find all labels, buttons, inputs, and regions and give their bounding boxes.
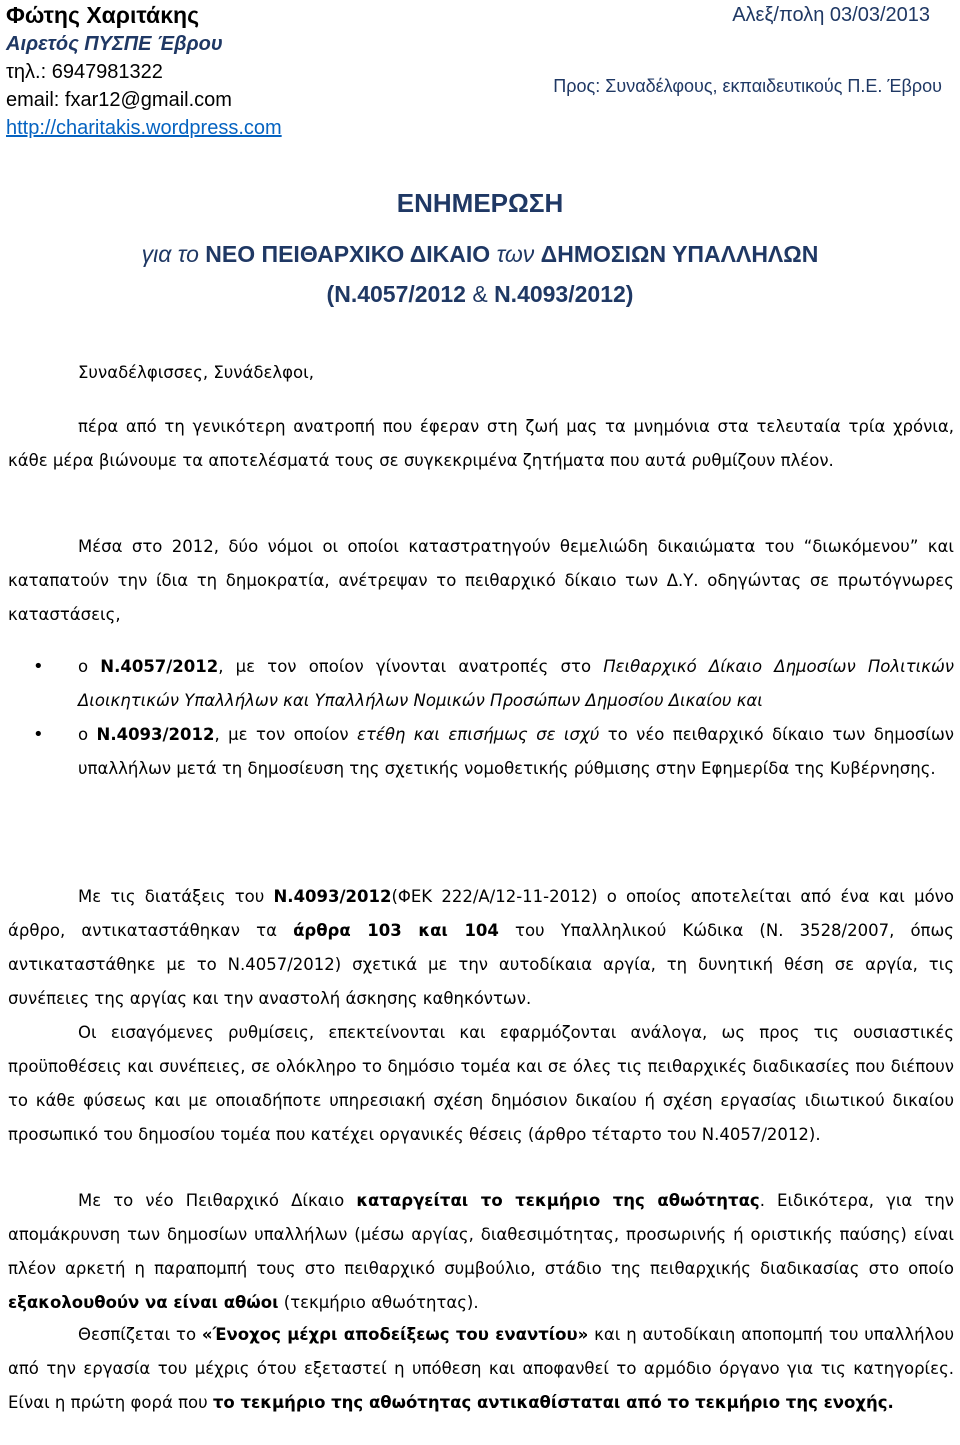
bullet-list	[8, 650, 954, 786]
p5-c: . Ειδικότερα, για την απομάκρυνση των δημοσίων υπαλλήλων (μέσω αργίας, διαθεσιμότητας, προσωρινής ή οριστικής παύσης) είναι πλέον αρκετή η παραπομπή τους στο πειθαρχικό συμβούλιο, στάδιο της πειθαρχικής διαδικασίας στο οποίο	[8, 1191, 955, 1278]
sender-website-link[interactable]: http://charitakis.wordpress.com	[6, 117, 282, 139]
sender-phone: τηλ.: 6947981322	[6, 61, 163, 83]
subtitle-part4: ΔΗΜΟΣΙΩΝ ΥΠΑΛΛΗΛΩΝ	[540, 241, 819, 267]
greeting	[8, 356, 954, 390]
bullet1-italic: Πειθαρχικό Δίκαιο Δημοσίων Πολιτικών Διοικητικών Υπαλλήλων και Υπαλλήλων Νομικών Προσώπων Δημοσίου Δικαίου και	[78, 657, 954, 710]
paragraph-2: Μέσα στο 2012, δύο νόμοι οι οποίοι καταστρατηγούν θεμελιώδη δικαιώματα του “διωκόμενου” και καταπατούν την ίδια τη δημοκρατία, ανέτρεψαν το πειθαρχικό δίκαιο των Δ.Υ. οδηγώντας σε πρωτόγνωρες καταστάσεις,	[8, 537, 954, 624]
p3-e: του Υπαλληλικού Κώδικα (Ν. 3528/2007, όπως αντικαταστάθηκε με το Ν.4057/2012) σχετικά με την αυτοδίκαια αργία, τη δυνητική θέση σε αργία, τις συνέπειες της αργίας και την αναστολή άσκησης καθηκόντων.	[8, 921, 954, 1008]
bullet2-mid: , με τον οποίον	[214, 725, 358, 744]
paragraph-4: Οι εισαγόμενες ρυθμίσεις, επεκτείνονται και εφαρμόζονται ανάλογα, ως προς τις ουσιαστικές προϋποθέσεις και συνέπειες, σε ολόκληρο το δημόσιο τομέα και σε όλες τις πειθαρχικές διαδικασίες που διέπουν το κάθε φύσεως και με οποιαδήποτε υπηρεσιακή σχέση δημόσιον δικαίου ή σχέση εργασίας ιδιωτικού δικαίου προσωπικό του δημοσίου τομέα που κατέχει οργανικές θέσεις (άρθρο τέταρτο του Ν.4057/2012).	[8, 1023, 954, 1144]
sender-role: Αιρετός ΠΥΣΠΕ Έβρου	[6, 33, 223, 55]
paragraph-3	[8, 880, 954, 1016]
subtitle-law1: (Ν.4057/2012	[326, 281, 466, 307]
bullet1-law: Ν.4057/2012	[100, 657, 219, 676]
bullet-icon: •	[33, 724, 44, 745]
bullet2-lead: ο	[78, 725, 97, 744]
list-item	[8, 718, 954, 786]
p3-c: (ΦΕΚ 222/Α/12-11-2012) ο οποίος αποτελείται από ένα και μόνο άρθρο, αντικαταστάθηκαν τα	[8, 887, 954, 940]
recipient-line: Προς: Συναδέλφους, εκπαιδευτικούς Π.Ε. Έβρου	[553, 76, 942, 96]
paragraph-5	[8, 1184, 954, 1320]
bullet-icon: •	[33, 656, 44, 677]
greeting-text: Συναδέλφισσες, Συνάδελφοι,	[78, 363, 314, 382]
bullet2-italic: ετέθη και επισήμως σε ισχύ	[357, 725, 600, 744]
document-title: ΕΝΗΜΕΡΩΣΗ	[396, 188, 564, 218]
p6-d: το τεκμήριο της αθωότητας αντικαθίσταται από το τεκμήριο της ενοχής.	[212, 1393, 894, 1412]
subtitle-part1: για το	[141, 241, 206, 267]
p6-a: Θεσπίζεται το	[78, 1325, 202, 1344]
subtitle-amp: &	[465, 281, 495, 307]
document-subtitle	[0, 234, 960, 314]
subtitle-part2: ΝΕΟ ΠΕΙΘΑΡΧΙΚΟ ΔΙΚΑΙΟ	[205, 241, 491, 267]
p3-a: Με τις διατάξεις του	[78, 887, 274, 906]
sender-email: email: fxar12@gmail.com	[6, 89, 232, 111]
p5-a: Με το νέο Πειθαρχικό Δίκαιο	[78, 1191, 357, 1210]
subtitle-part3: των	[490, 241, 541, 267]
sender-block	[6, 0, 282, 142]
document-date: Αλεξ/πολη 03/03/2013	[732, 4, 930, 26]
list-item	[8, 650, 954, 718]
p6-b: «Ένοχος μέχρι αποδείξεως του εναντίου»	[201, 1325, 589, 1344]
p3-articles: άρθρα 103 και 104	[293, 921, 499, 940]
p5-e: (τεκμήριο αθωότητας).	[278, 1293, 479, 1312]
bullet2-rest: το νέο πειθαρχικό δίκαιο των δημοσίων υπαλλήλων μετά τη δημοσίευση της σχετικής νομοθετικής ρύθμισης στην Εφημερίδα της Κυβέρνησης.	[78, 725, 954, 778]
paragraph-1: πέρα από τη γενικότερη ανατροπή που έφεραν στη ζωή μας τα μνημόνια στα τελευταία τρία χρόνια, κάθε μέρα βιώνουμε τα αποτελέσματά τους σε συγκεκριμένα ζητήματα που αυτά ρυθμίζουν πλέον.	[8, 417, 954, 470]
subtitle-law2: Ν.4093/2012)	[494, 281, 634, 307]
sender-name: Φώτης Χαριτάκης	[6, 2, 200, 28]
bullet1-lead: ο	[78, 657, 101, 676]
paragraph-6	[8, 1318, 954, 1420]
p6-c: και η αυτοδίκαιη αποπομπή του υπαλλήλου από την εργασία του μέχρις ότου εξεταστεί η υπόθεση και αποφανθεί το αρμόδιο όργανο για τις κατηγορίες. Είναι η πρώτη φορά που	[8, 1325, 954, 1412]
p3-law: Ν.4093/2012	[273, 887, 392, 906]
p5-b: καταργείται το τεκμήριο της αθωότητας	[356, 1191, 760, 1210]
bullet2-law: Ν.4093/2012	[96, 725, 215, 744]
p5-d: εξακολουθούν να είναι αθώοι	[8, 1293, 279, 1312]
bullet1-mid: , με τον οποίον γίνονται ανατροπές στο	[218, 657, 604, 676]
